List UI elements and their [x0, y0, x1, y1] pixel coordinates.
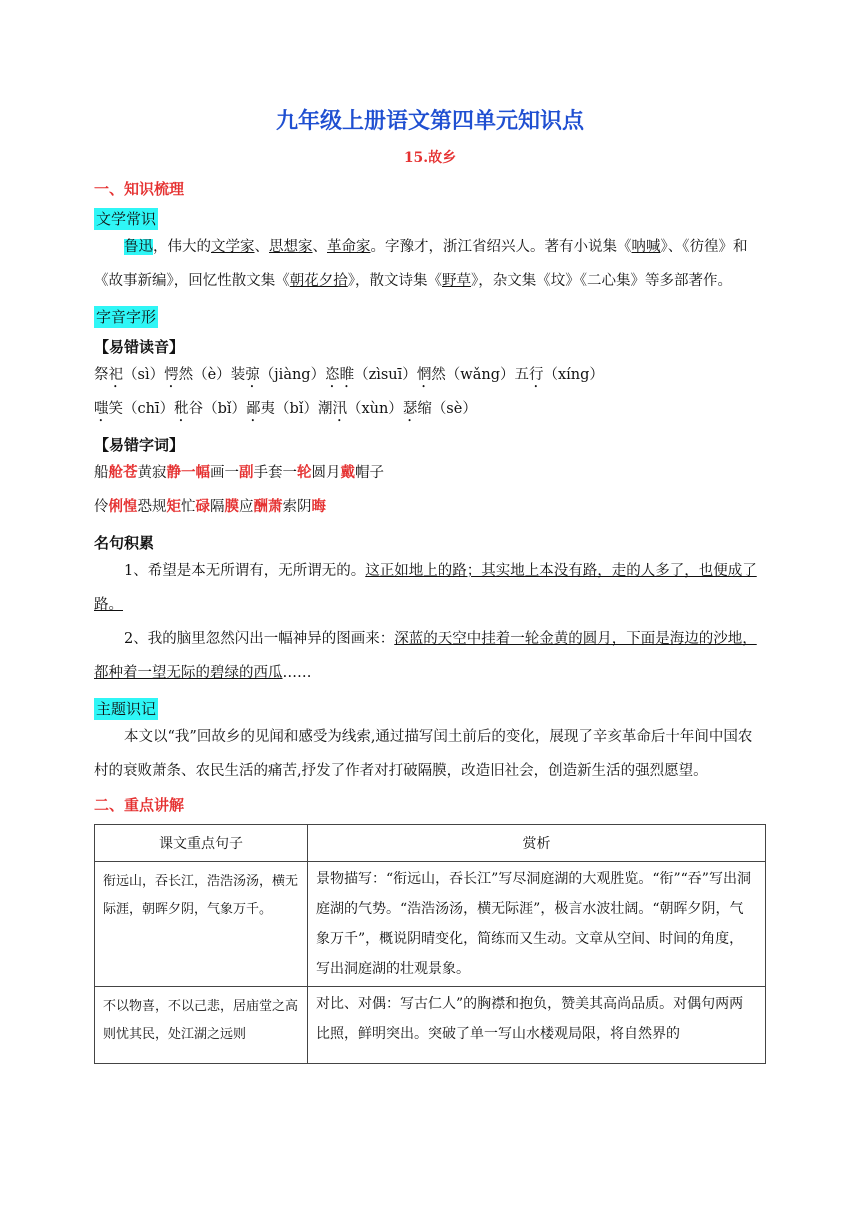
pron-char: 笑: [108, 401, 123, 417]
word-char: 隔: [210, 499, 225, 515]
pron-dotted-char: 弶: [245, 367, 260, 383]
pron-char: 缩: [417, 401, 432, 417]
error-prone-char: 膜: [224, 498, 239, 515]
pronunciation-line-2: [94, 392, 766, 426]
section-heading-key-points: 二、重点讲解: [94, 796, 185, 814]
table-cell-sentence: 不以物喜，不以己悲，居庙堂之高则忧其民，处江湖之远则: [95, 987, 308, 1064]
table-cell-sentence: 衔远山，吞长江，浩浩汤汤，横无际涯，朝晖夕阴，气象万千。: [95, 862, 308, 987]
error-prone-char: 晦: [311, 498, 326, 515]
theme-paragraph: 本文以“我”回故乡的见闻和感受为线索,通过描写闰土前后的变化，展现了辛亥革命后十年间中国农村的衰败萧条、农民生活的痛苦,抒发了作者对打破隔膜，改造旧社会，创造新生活的强烈愿望。: [94, 729, 753, 779]
label-famous-quotes: 名句积累: [94, 534, 155, 552]
label-literature: 文学常识: [96, 210, 157, 228]
pinyin: （sì）: [123, 367, 165, 383]
error-prone-char: 舱苍: [108, 464, 138, 481]
word-char: 手套一: [253, 465, 297, 481]
error-prone-char: 戴: [340, 464, 355, 481]
pron-char: 谷: [188, 401, 204, 417]
pinyin: （xíng）: [543, 367, 604, 383]
pron-char: 祭: [94, 367, 109, 383]
page-title: 九年级上册语文第四单元知识点: [275, 108, 584, 134]
word-line-1: [94, 456, 766, 490]
word-char: 恐规: [137, 499, 167, 515]
pinyin: （bǐ）: [203, 401, 247, 417]
pron-dotted-char: 鄙: [246, 401, 261, 417]
error-prone-char: 俐惶: [108, 498, 138, 515]
author-name: 鲁迅: [124, 239, 153, 255]
table-row: [95, 987, 766, 1064]
quote-1: 1、希望是本无所谓有，无所谓无的。这正如地上的路；其实地上本没有路，走的人多了，也便成了路。: [94, 563, 757, 613]
pinyin: （sè）: [431, 401, 477, 417]
document-page: [94, 96, 766, 1064]
label-pronunciation-writing: 字音字形: [96, 308, 157, 326]
table-header: 课文重点句子: [95, 825, 308, 862]
pron-dotted-char: 瑟: [402, 401, 418, 417]
pron-char: 潮: [317, 401, 333, 417]
word-char: 伶: [94, 499, 109, 515]
word-line-2: [94, 490, 766, 524]
word-char: 船: [94, 465, 109, 481]
key-sentence-table: [94, 824, 766, 1064]
pron-dotted-char: 嗤: [94, 401, 109, 417]
word-char: 帽子: [355, 465, 384, 481]
section-heading-knowledge: 一、知识梳理: [94, 180, 185, 198]
pinyin: （è）: [193, 367, 231, 383]
pron-dotted-char: 祀: [108, 367, 123, 383]
pinyin: （xùn）: [346, 401, 403, 417]
pron-dotted-char: 恣睢: [325, 367, 355, 383]
table-header: 赏析: [308, 825, 766, 862]
pron-char: 装: [230, 367, 246, 383]
word-char: 黄寂: [137, 465, 167, 481]
error-prone-char: 轮: [297, 464, 312, 481]
pinyin: （wǎng）: [445, 367, 515, 383]
table-row: [95, 862, 766, 987]
error-prone-char: 副: [239, 464, 254, 481]
pronunciation-line-1: [94, 358, 766, 392]
word-char: 索阴: [282, 499, 312, 515]
pron-char: 然: [431, 367, 446, 383]
pron-dotted-char: 行: [528, 367, 544, 383]
pron-char: 然: [178, 367, 194, 383]
label-theme: 主题识记: [96, 700, 157, 718]
table-cell-analysis: 对比、对偶：写古仁人”的胸襟和抱负，赞美其高尚品质。对偶句两两比照，鲜明突出。突破了单一写山水楼观局限，将自然界的: [308, 987, 766, 1064]
pron-char: 五: [514, 367, 529, 383]
pron-dotted-char: 秕: [174, 401, 189, 417]
word-char: 忙: [181, 499, 196, 515]
word-char: 画一: [210, 465, 239, 481]
heading-pronunciation: 【易错读音】: [94, 338, 185, 356]
table-cell-analysis: 景物描写：“衔远山，吞长江”写尽洞庭湖的大观胜览。“衔”“吞”写出洞庭湖的气势。“浩浩汤汤，横无际涯”，极言水波壮阔。“朝晖夕阴，气象万千”，概说阴晴变化，简练而又生动。文章从空间、时间的角度，写出洞庭湖的壮观景象。: [308, 862, 766, 987]
pinyin: （zìsuī）: [354, 367, 417, 383]
heading-words: 【易错字词】: [94, 436, 185, 454]
error-prone-char: 酬萧: [253, 498, 283, 515]
pinyin: （jiàng）: [259, 367, 326, 383]
table-header-row: [95, 825, 766, 862]
error-prone-char: 碌: [195, 498, 210, 515]
literature-paragraph: 鲁迅，伟大的文学家、思想家、革命家。字豫才，浙江省绍兴人。著有小说集《呐喊》、《彷徨》和《故事新编》，回忆性散文集《朝花夕拾》，散文诗集《野草》，杂文集《坟》《二心集》等多部著作。: [94, 239, 748, 289]
word-char: 应: [239, 499, 254, 515]
word-char: 圆月: [311, 465, 341, 481]
lesson-subtitle: 15.故乡: [403, 150, 457, 166]
pron-dotted-char: 汛: [332, 401, 347, 417]
error-prone-char: 矩: [166, 498, 181, 515]
pron-char: 夷: [260, 401, 276, 417]
pron-dotted-char: 愕: [164, 367, 179, 383]
error-prone-char: 静一幅: [166, 464, 210, 481]
quote-2: 2、我的脑里忽然闪出一幅神异的图画来：深蓝的天空中挂着一轮金黄的圆月，下面是海边的沙地，都种着一望无际的碧绿的西瓜……: [94, 631, 757, 681]
pron-dotted-char: 惘: [416, 367, 432, 383]
pinyin: （bǐ）: [275, 401, 318, 417]
pinyin: （chī）: [123, 401, 175, 417]
